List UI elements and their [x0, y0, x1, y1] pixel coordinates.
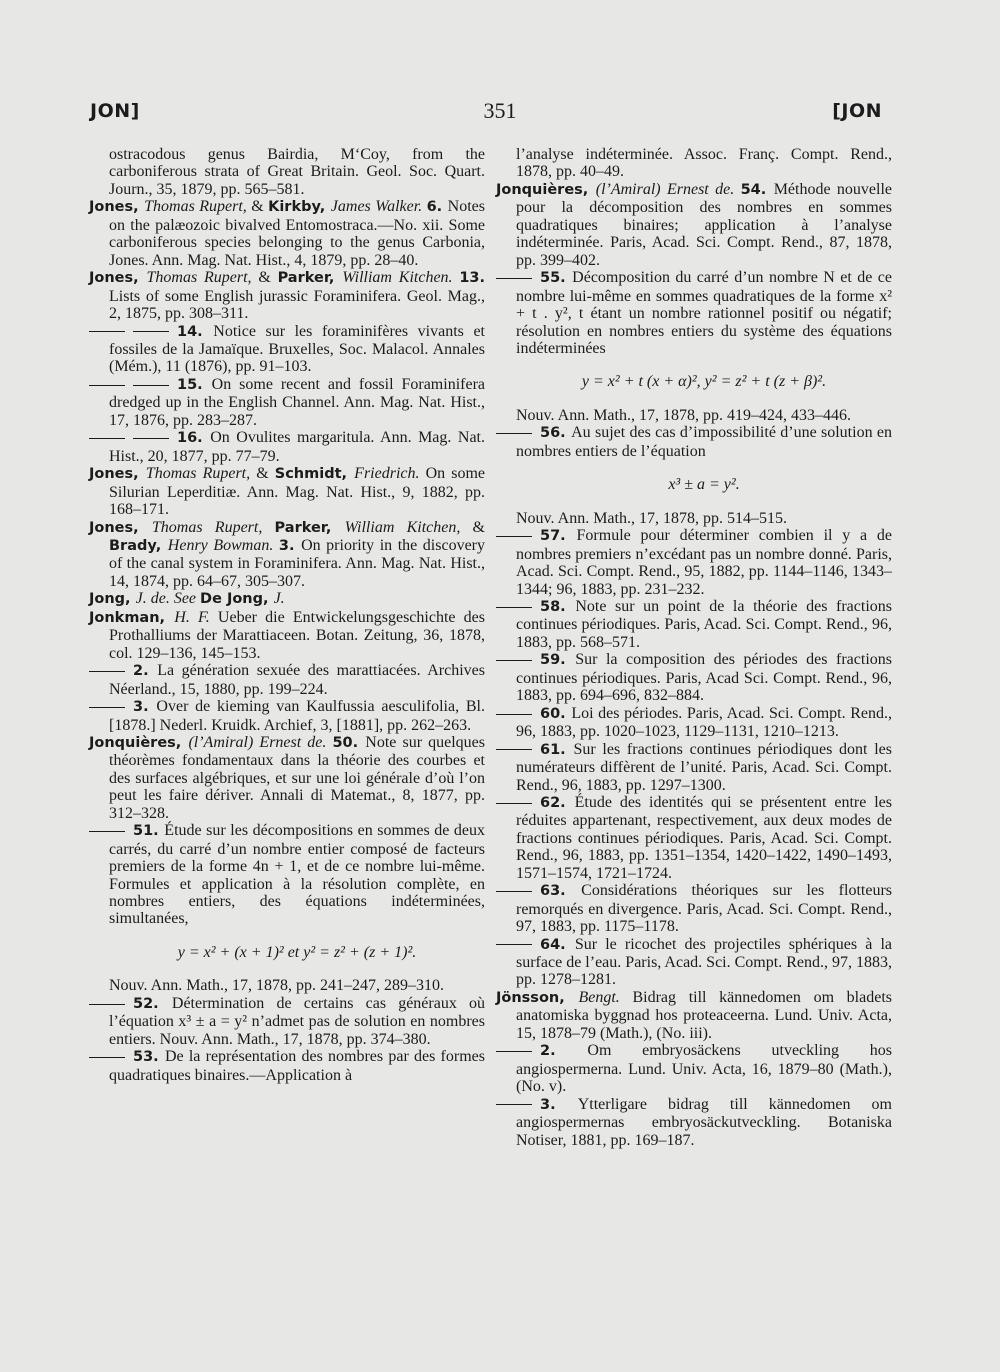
ditto-rule: [89, 707, 125, 708]
entry-number: 14.: [177, 323, 214, 340]
ditto-rule: [89, 671, 125, 672]
ditto-rule: [496, 278, 532, 279]
bibliography-entry: [89, 822, 485, 928]
entry-text: On some Silurian Leperditiæ. Ann. Mag. Nat. Hist., 9, 1882, pp. 168–171.: [109, 465, 486, 519]
entry-number: 62.: [540, 794, 575, 811]
bibliography-entry: [89, 198, 485, 269]
entry-number: 16.: [177, 430, 211, 447]
ditto-dash: [496, 424, 540, 441]
author-forename: Henry Bowman.: [167, 536, 279, 554]
bibliography-entry: [496, 181, 892, 269]
author-surname: Parker,: [274, 519, 345, 536]
entry-text: Sur le ricochet des projectiles sphériques à la surface de l’eau. Paris, Acad. Sci. Compt. Rend., 97, 1883, pp. 1278–1281.: [516, 935, 892, 989]
entry-text: Détermination de certains cas généraux où l’équation x³ ± a = y² n’admet pas de solution en nombres entiers. Nouv. Ann. Math., 17, 1878, pp. 374–380.: [109, 994, 485, 1048]
continuation-text: Nouv. Ann. Math., 17, 1878, pp. 514–515.: [516, 509, 787, 527]
ditto-rule: [133, 331, 169, 332]
bibliography-entry: [89, 323, 485, 376]
bibliography-entry: [89, 734, 485, 822]
running-head-right: [JON: [832, 100, 882, 122]
entry-number: 61.: [540, 741, 574, 758]
ditto-rule: [496, 749, 532, 750]
entry-number: 55.: [540, 270, 573, 287]
bibliography-entry: [89, 519, 485, 591]
author-forename: Thomas Rupert,: [151, 518, 275, 536]
entry-text: De la représentation des nombres par des formes quadratiques binaires.—Application à: [109, 1048, 485, 1084]
author-forename: James Walker.: [330, 198, 427, 216]
text-span: &: [472, 518, 485, 536]
formula-line: y = x² + t (x + α)², y² = z² + t (z + β)².: [581, 373, 827, 391]
ditto-rule: [496, 891, 532, 892]
ditto-dash: [89, 429, 177, 446]
continuation-text: ostracodous genus Bairdia, M‘Coy, from the carboniferous strata of Great Britain. Geol. Soc. Quart. Journ., 35, 1879, pp. 565–581.: [109, 146, 485, 198]
author-forename: Thomas Rupert,: [146, 269, 259, 287]
bibliography-entry: [89, 1048, 485, 1084]
entry-number: 50.: [332, 734, 366, 751]
text-span: &: [258, 269, 278, 287]
ditto-rule: [89, 331, 125, 332]
ditto-rule: [89, 1004, 125, 1005]
entry-number: 60.: [540, 705, 572, 722]
entry-text: Om embryosäckens utveckling hos angiospermerna. Lund. Univ. Acta, 16, 1879–80 (Math.), (No. v).: [516, 1042, 892, 1096]
entry-number: 3.: [540, 1096, 578, 1113]
entry-number: 54.: [740, 181, 774, 198]
bibliography-entry: [496, 527, 892, 598]
ditto-rule: [496, 1051, 532, 1052]
entry-number: 56.: [540, 425, 572, 442]
ditto-dash: [89, 822, 133, 839]
bibliography-entry: [89, 590, 485, 608]
ditto-dash: [496, 598, 540, 615]
left-column: [89, 146, 485, 1084]
ditto-dash: [496, 269, 540, 286]
author-surname: Jönsson,: [496, 989, 579, 1006]
author-surname: Jones,: [89, 466, 146, 483]
entry-text: Au sujet des cas d’impossibilité d’une solution en nombres entiers de l’équation: [516, 424, 892, 460]
author-surname: Jonquières,: [496, 181, 596, 198]
ditto-rule: [89, 438, 125, 439]
author-forename: (l’Amiral) Ernest de.: [188, 733, 333, 751]
author-forename: Thomas Rupert,: [145, 465, 257, 483]
author-surname: Parker,: [277, 270, 343, 287]
bibliography-entry: [496, 741, 892, 794]
formula-line: y = x² + (x + 1)² et y² = z² + (z + 1)².: [177, 943, 417, 961]
bibliography-entry: [496, 269, 892, 357]
ditto-rule: [496, 660, 532, 661]
ditto-rule: [496, 803, 532, 804]
continuation-text: Nouv. Ann. Math., 17, 1878, pp. 241–247, 289–310.: [109, 977, 444, 995]
author-surname: De Jong,: [200, 591, 274, 608]
entry-text: La génération sexuée des marattiacées. Archives Néerland., 15, 1880, pp. 199–224.: [109, 662, 486, 698]
continuation-text: l’analyse indéterminée. Assoc. Franç. Compt. Rend., 1878, pp. 40–49.: [516, 146, 892, 181]
entry-text: Étude sur les décompositions en sommes de deux carrés, du carré d’un nombre entier composé de facteurs premiers de la forme 4n + 1, et de ce nombre lui-même. Formules et application à la résolution complète, en nombres entiers, des équations indéterminées, simultanées,: [109, 822, 485, 928]
entry-number: 64.: [540, 936, 575, 953]
ditto-rule: [89, 385, 125, 386]
entry-number: 52.: [133, 995, 172, 1012]
bibliography-entry: [496, 705, 892, 741]
entry-text: On priority in the discovery of the canal system in Foraminifera. Ann. Mag. Nat. Hist., 14, 1874, pp. 64–67, 305–307.: [109, 536, 485, 590]
bibliography-entry: [89, 465, 485, 518]
entry-text: Note sur quelques théorèmes fondamentaux dans la théorie des courbes et des surfaces algébriques, et sur une loi générale d’où l’on peut les faire dériver. Annali di Matemat., 8, 1877, pp. 312–328.: [109, 733, 486, 822]
entry-text: Ytterligare bidrag till kännedomen om angiospermernas embryosäckutveckling. Botaniska Notiser, 1881, pp. 169–187.: [516, 1095, 892, 1149]
bibliography-entry: [496, 424, 892, 460]
author-forename: William Kitchen,: [344, 518, 473, 536]
ditto-dash: [496, 527, 540, 544]
entry-number: 57.: [540, 528, 577, 545]
author-surname: Jonquières,: [89, 734, 189, 751]
ditto-rule: [496, 536, 532, 537]
entry-text: Sur la composition des périodes des fractions continues périodiques. Paris, Acad Sci. Compt. Rend., 96, 1883, pp. 694–696, 832–884.: [516, 651, 892, 705]
bibliography-entry: [496, 1096, 892, 1149]
entry-text: Décomposition du carré d’un nombre N et de ce nombre lui-même en sommes quadratiques de la forme x² + t . y², t étant un nombre rationnel positif ou négatif; résolution en nombres entiers du système des équations indéterminées: [516, 269, 892, 357]
entry-text: Ueber die Entwickelungsgeschichte des Prothalliums der Marattiaceen. Botan. Zeitung, 36, 1878, col. 129–136, 145–153.: [109, 608, 486, 662]
ditto-dash: [496, 741, 540, 758]
author-surname: Jonkman,: [89, 609, 175, 626]
author-forename: H. F.: [174, 608, 218, 626]
entry-number: 15.: [177, 376, 212, 393]
author-forename: J.: [273, 590, 285, 608]
entry-text: Bidrag till kännedomen om bladets anatomiska byggnad hos proteaceerna. Lund. Univ. Acta, 15, 1878–79 (Math.), (No. iii).: [516, 988, 892, 1042]
ditto-dash: [89, 662, 133, 679]
ditto-rule: [133, 385, 169, 386]
entry-text: Lists of some English jurassic Foraminifera. Geol. Mag., 2, 1875, pp. 308–311.: [109, 287, 485, 323]
ditto-dash: [496, 705, 540, 722]
bibliography-entry: [496, 989, 892, 1042]
author-forename: Bengt.: [578, 988, 633, 1006]
formula-line: x³ ± a = y².: [668, 476, 740, 494]
author-forename: William Kitchen.: [342, 269, 460, 287]
ditto-rule: [496, 607, 532, 608]
ditto-rule: [89, 831, 125, 832]
entry-text: Notice sur les foraminifères vivants et fossiles de la Jamaïque. Bruxelles, Soc. Malacol. Annales (Mém.), 11 (1876), pp. 91–103.: [109, 322, 485, 376]
entry-number: 6.: [426, 199, 448, 216]
ditto-dash: [89, 995, 133, 1012]
entry-text: Loi des périodes. Paris, Acad. Sci. Compt. Rend., 96, 1883, pp. 1020–1023, 1129–1131, 1210–1213.: [516, 704, 892, 741]
ditto-dash: [89, 698, 133, 715]
bibliography-entry: [89, 609, 485, 662]
continuation-text: Nouv. Ann. Math., 17, 1878, pp. 419–424, 433–446.: [516, 406, 851, 424]
entry-text: Note sur un point de la théorie des fractions continues périodiques. Paris, Acad. Sci. Compt. Rend., 96, 1883, pp. 568–571.: [516, 597, 892, 651]
entry-text: On Ovulites margaritula. Ann. Mag. Nat. Hist., 20, 1877, pp. 77–79.: [109, 429, 485, 465]
author-surname: Brady,: [109, 537, 168, 554]
author-surname: Kirkby,: [268, 199, 331, 216]
text-span: &: [256, 465, 275, 483]
entry-number: 2.: [540, 1043, 588, 1060]
entry-text: Notes on the palæozoic bivalved Entomostraca.—No. xii. Some carboniferous species belonging to the genus Carbonia, Jones. Ann. Mag. Nat. Hist., 4, 1879, pp. 28–40.: [109, 198, 485, 269]
author-forename: J. de.: [135, 590, 174, 608]
ditto-rule: [89, 1057, 125, 1058]
bibliography-entry: [89, 429, 485, 465]
ditto-dash: [496, 1042, 540, 1059]
ditto-dash: [496, 936, 540, 953]
ditto-rule: [496, 1104, 532, 1105]
ditto-dash: [89, 376, 177, 393]
entry-number: 13.: [459, 270, 486, 287]
author-forename: Thomas Rupert,: [144, 198, 252, 216]
entry-number: 53.: [133, 1049, 165, 1066]
entry-number: 2.: [133, 663, 158, 680]
entry-number: 63.: [540, 883, 582, 900]
entry-number: 59.: [540, 652, 576, 669]
see-reference: See: [173, 590, 201, 608]
bibliography-entry: [496, 651, 892, 704]
ditto-rule: [496, 433, 532, 434]
page-number: 351: [483, 98, 517, 123]
bibliography-entry: [89, 269, 485, 322]
ditto-dash: [89, 1048, 133, 1065]
ditto-rule: [133, 438, 169, 439]
entry-text: Considérations théoriques sur les flotteurs remorqués en divergence. Paris, Acad. Sci. Compt. Rend., 97, 1883, pp. 1175–1178.: [516, 882, 892, 936]
ditto-dash: [496, 651, 540, 668]
bibliography-entry: [496, 598, 892, 651]
bibliography-entry: [496, 794, 892, 882]
author-surname: Jones,: [89, 270, 147, 287]
ditto-rule: [496, 714, 532, 715]
entry-number: 51.: [133, 823, 165, 840]
ditto-dash: [89, 323, 177, 340]
bibliography-entry: [89, 995, 485, 1048]
bibliography-entry: [89, 376, 485, 429]
entry-text: On some recent and fossil Foraminifera dredged up in the English Channel. Ann. Mag. Nat. Hist., 17, 1876, pp. 283–287.: [109, 375, 485, 429]
entry-number: 3.: [133, 699, 157, 716]
entry-text: Étude des identités qui se présentent entre les réduites appartenant, respectivement, aux deux modes de fractions continues périodiques. Paris, Acad. Sci. Compt. Rend., 96, 1883, pp. 1351–1354, 1420–1422, 1490–1493, 1571–1574, 1721–1724.: [516, 793, 892, 882]
ditto-dash: [496, 882, 540, 899]
ditto-dash: [496, 1096, 540, 1113]
bibliography-entry: [496, 936, 892, 989]
entry-text: Méthode nouvelle pour la décomposition des nombres en sommes quadratiques binaires; application à l’analyse indéterminée. Paris, Acad. Sci. Compt. Rend., 87, 1878, pp. 399–402.: [516, 180, 893, 269]
author-forename: Friedrich.: [354, 465, 426, 483]
bibliography-entry: [89, 662, 485, 698]
author-surname: Jones,: [89, 519, 152, 536]
author-surname: Jones,: [89, 199, 145, 216]
entry-text: Formule pour déterminer combien il y a de nombres premiers n’excédant pas un nombre donné. Paris, Acad. Sci. Compt. Rend., 95, 1882, pp. 1144–1146, 1343–1344; 96, 1883, pp. 231–232.: [516, 527, 892, 598]
ditto-dash: [496, 794, 540, 811]
entry-number: 58.: [540, 598, 576, 615]
author-surname: Jong,: [89, 591, 136, 608]
ditto-rule: [496, 944, 532, 945]
entry-text: Over de kieming van Kaulfussia aesculifolia, Bl. [1878.] Nederl. Kruidk. Archief, 3, [1881], pp. 262–263.: [109, 698, 485, 734]
entry-number: 3.: [278, 537, 302, 554]
text-span: &: [251, 198, 269, 216]
author-forename: (l’Amiral) Ernest de.: [595, 180, 741, 198]
bibliography-entry: [496, 882, 892, 935]
bibliography-entry: [496, 1042, 892, 1095]
author-surname: Schmidt,: [274, 466, 355, 483]
entry-text: Sur les fractions continues périodiques dont les numérateurs diffèrent de l’unité. Paris, Acad. Sci. Compt. Rend., 96, 1883, pp. 1297–1300.: [516, 740, 892, 794]
right-column: [496, 146, 892, 1149]
running-head-left: JON]: [90, 100, 140, 122]
bibliography-entry: [89, 698, 485, 734]
